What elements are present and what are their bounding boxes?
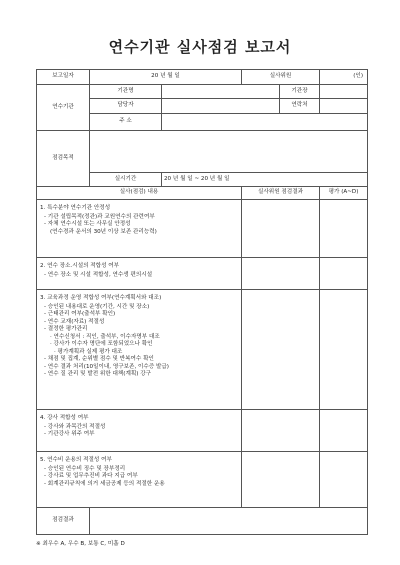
section-5-line: - 회계관리규칙에 의거 세금공제 등의 적절한 운용 [44,480,165,487]
institution-row-1 [37,85,368,99]
period-value[interactable]: 20 년 월 일 ~ 20 년 월 일 [162,173,368,187]
section-3-line: - 결정한 평가관리 [44,326,88,333]
result-column-header: 실사위원 점검결과 [242,187,320,200]
section-3-line: - 연수 질 관리 및 발전 위한 대책(계획) 강구 [44,371,152,378]
section-row-5 [37,452,368,508]
section-4-line: - 기관강사 위주 여부 [44,431,95,438]
address-field[interactable] [162,114,368,131]
result-row [37,508,368,535]
purpose-field[interactable] [90,131,368,173]
section-3-line: · 평가계획과 실제 평가 대조 [54,348,123,355]
section-3-line: - 연수 결과 처리(10일이내, 영구보존, 이수증 발급) [44,363,169,370]
section-3-line: - 연수 교재(자료) 적절성 [44,318,105,325]
period-label: 실시기간 [90,173,162,187]
section-5-result-cell[interactable] [242,452,320,508]
institution-name-field[interactable] [162,85,280,99]
section-2-grade-cell[interactable] [320,258,368,290]
grade-footnote: ※ 최우수 A, 우수 B, 보통 C, 미흡 D [36,541,125,547]
page-title: 연수기관 실사점검 보고서 [108,38,292,56]
grade-column-header: 평가 (A~D) [320,187,368,200]
institution-label: 연수기관 [37,85,90,131]
section-4-content [37,410,242,452]
institution-name-label: 기관명 [90,85,162,99]
section-3-line: - 채점 및 집계, 순위별 점수 및 반복여수 확인 [44,356,154,363]
inspector-seal[interactable]: (인) [320,70,368,85]
section-row-2 [37,258,368,290]
section-5-grade-cell[interactable] [320,452,368,508]
section-3-line: · 연수신청서 : 직인, 출석부, 이수자명부 대조 [50,333,160,340]
institution-head-label: 기관장 [280,85,320,99]
section-1-grade-cell[interactable] [320,200,368,258]
section-3-line: - 근태관리 여부(출석부 확인) [44,311,116,318]
section-3-result-cell[interactable] [242,290,320,410]
section-3-line: - 승인된 내용대로 운영(기간, 시간 및 장소) [44,303,150,310]
section-2-line: - 연수 장소 및 시설 적합성, 연수생 편의시설 [44,271,153,278]
section-row-4 [37,410,368,452]
report-date-label: 보고일자 [37,70,90,85]
purpose-label: 점검목적 [37,131,90,187]
manager-field[interactable] [162,99,280,114]
section-3-line: · 강사가 이수자 명단에 포함되었으나 확인 [50,341,153,348]
section-5-line: - 강사료 및 업무추진비 과다 지급 여부 [44,473,138,480]
section-4-heading: 4. 강사 적합성 여부 [40,415,89,421]
inspector-label: 실사위원 [242,70,320,85]
manager-label: 담당자 [90,99,162,114]
content-column-header: 실사(점검) 내용 [37,187,242,200]
section-5-heading: 5. 연수비 운용의 적절성 여부 [40,457,112,463]
section-5-line: - 승인된 연수비 징수 및 장부정리 [44,465,126,472]
section-2-result-cell[interactable] [242,258,320,290]
result-field[interactable] [90,508,368,535]
section-1-line: - 자체 연수시설 또는 사무실 안정성 [44,221,131,228]
section-5-content [37,452,242,508]
section-row-3 [37,290,368,410]
section-1-result-cell[interactable] [242,200,320,258]
report-date-row [37,70,368,85]
section-4-grade-cell[interactable] [320,410,368,452]
column-header-row [37,187,368,200]
purpose-row [37,131,368,173]
address-label: 주 소 [90,114,162,131]
section-3-content [37,290,242,410]
institution-head-field[interactable] [320,85,368,99]
section-1-content [37,200,242,258]
contact-label: 연락처 [280,99,320,114]
section-1-heading: 1. 특수분야 연수기관 안정성 [40,205,111,211]
section-4-result-cell[interactable] [242,410,320,452]
section-2-content [37,258,242,290]
section-4-line: - 강사와 과목간의 적절성 [44,423,106,430]
contact-field[interactable] [320,99,368,114]
section-1-line: (연수경과 운서의 30년 이상 보존 관리능력) [50,228,157,235]
section-2-heading: 2. 연수 장소.시설의 적합성 여부 [40,263,120,269]
section-1-line: - 기관 설립목적(정관)과 교원연수의 관련여부 [44,213,155,220]
section-3-grade-cell[interactable] [320,290,368,410]
section-3-heading: 3. 교육과정 운영 적합성 여부(연수계획서와 대조) [40,295,162,301]
report-date-value[interactable]: 20 년 월 일 [90,70,242,85]
result-label: 점검결과 [37,508,90,535]
section-row-1 [37,200,368,258]
inspection-report-form [36,69,368,535]
